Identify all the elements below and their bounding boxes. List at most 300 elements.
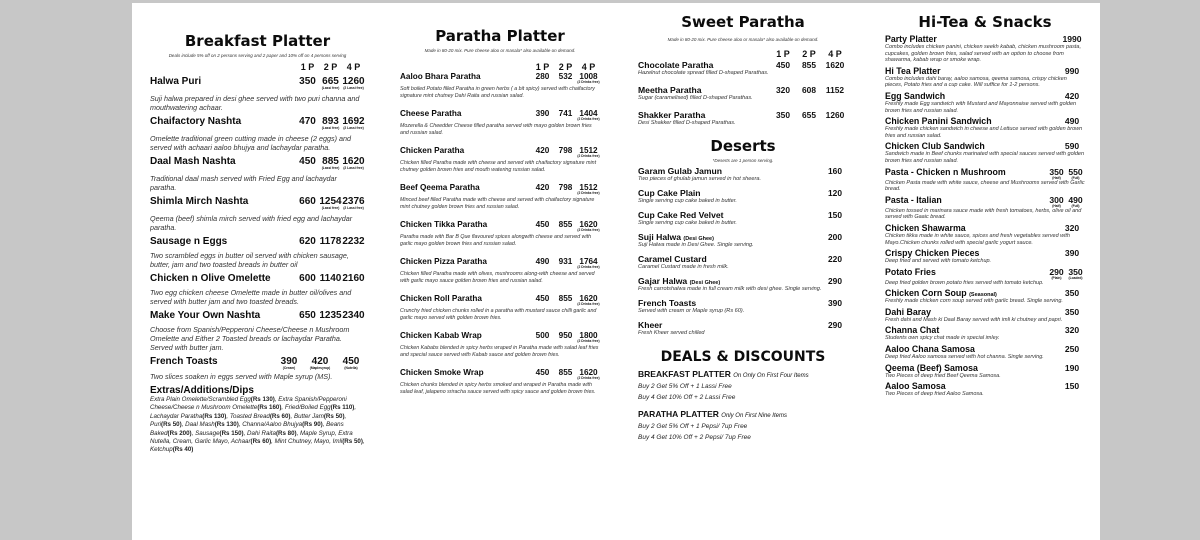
- menu-item: [638, 232, 848, 249]
- item-name: Chicken Roll Paratha: [400, 294, 482, 303]
- price-note: (Half): [1052, 203, 1061, 208]
- item-price: 290: [828, 320, 842, 330]
- paratha-title: Paratha Platter: [435, 27, 565, 45]
- price-value: 1620: [342, 156, 365, 167]
- item-tag: (Desi Ghee): [689, 280, 721, 286]
- item-desc: Deep fried Aaloo samosa served with hot channa. Single serving.: [885, 354, 1044, 361]
- item-name: Chicken Kabab Wrap: [400, 331, 482, 340]
- price-value: 320: [1064, 222, 1080, 233]
- item-row: [400, 220, 600, 232]
- extra-name: Fried/Boiled Egg: [284, 404, 331, 412]
- price-cell: [577, 294, 600, 306]
- item-name: Meetha Paratha: [638, 85, 702, 95]
- item-row: [885, 116, 1085, 126]
- price-value: 1254: [319, 196, 342, 207]
- item-name: Crispy Chicken Pieces: [885, 248, 980, 259]
- price-value: 931: [558, 257, 573, 266]
- item-row: [400, 146, 600, 158]
- price-cell: [319, 76, 342, 90]
- item-prices: [1059, 116, 1085, 126]
- price-value: 1512: [579, 183, 598, 192]
- item-row: [638, 188, 848, 198]
- item-name-wrap: [885, 141, 985, 151]
- breakfast-note: Deals include 5% off on 2 persons serving and 2 paper and 10% off on 4 persons serving: [168, 53, 347, 58]
- item-row: [400, 109, 600, 121]
- item-row: [885, 34, 1085, 44]
- price-value: 280: [535, 72, 550, 81]
- item-row: [150, 196, 365, 210]
- price-note: (2 Drinks free): [577, 191, 600, 195]
- breakfast-list: [150, 76, 365, 352]
- item-name: Garam Gulab Jamun: [638, 166, 723, 176]
- menu-item: [150, 76, 365, 112]
- extra-name: Beans Baked: [150, 421, 344, 437]
- item-name: French Toasts: [638, 298, 697, 308]
- item-name-wrap: [638, 320, 662, 330]
- item-row: [638, 298, 848, 308]
- item-prices: [531, 146, 600, 158]
- menu-item: [400, 109, 600, 137]
- item-name-wrap: [885, 381, 946, 391]
- item-row: [885, 344, 1085, 354]
- price-cell: [1066, 167, 1085, 180]
- menu-item: [400, 183, 600, 211]
- deal-name: BREAKFAST PLATTER: [638, 369, 731, 379]
- price-value: 665: [322, 76, 339, 87]
- extra-name: Puri: [150, 421, 162, 429]
- price-value: 990: [1064, 65, 1080, 76]
- item-name: Pasta - Italian: [885, 194, 942, 205]
- item-name-wrap: [885, 267, 936, 277]
- item-desc: Freshly made Egg sandwich with Mustard and Mayonnaise served with golden brown fries and russian salad.: [885, 100, 1077, 114]
- item-price: 120: [828, 188, 842, 198]
- item-row: [885, 141, 1085, 151]
- price-cell: [1059, 91, 1085, 101]
- item-desc: Sandwich made in Beef chunks marinated with special sauces served with golden brown fries and russian salad.: [885, 151, 1085, 164]
- item-name: Cup Cake Plain: [638, 188, 701, 198]
- item-name: Chicken n Olive Omelette: [150, 273, 271, 284]
- item-name: Halwa Puri: [150, 76, 202, 87]
- price-cell: [577, 368, 600, 380]
- item-desc: Two pieces of ghulab jamun served in hot sheera.: [638, 176, 762, 182]
- price-cell: [296, 196, 319, 210]
- item-name: Chicken Panini Sandwich: [885, 116, 992, 127]
- price-cell: [1066, 195, 1085, 208]
- price-value: 2232: [342, 236, 365, 247]
- item-tag: (Seasonal): [969, 292, 997, 299]
- menu-item: [638, 210, 848, 227]
- price-cell: [822, 85, 848, 95]
- price-cell: [577, 257, 600, 269]
- menu-item: [638, 85, 848, 102]
- item-name: Aaloo Bhara Paratha: [400, 72, 481, 81]
- item-name-wrap: [885, 116, 992, 126]
- deals-title: DEALS & DISCOUNTS: [660, 349, 826, 365]
- deal-condition: On Only On First Four Items: [733, 373, 809, 379]
- item-desc: Suji Halwa made in Desi Ghee. Single serving.: [638, 242, 754, 248]
- item-row: [150, 310, 365, 321]
- price-cell: [319, 116, 342, 130]
- item-name-wrap: [885, 288, 997, 298]
- price-value: 1620: [579, 294, 598, 303]
- hitea-title: Hi-Tea & Snacks: [918, 13, 1052, 31]
- item-name: Chicken Smoke Wrap: [400, 368, 484, 377]
- item-desc: Omelette traditional green cutting made in cheese (2 eggs) and served with achaari aaloo bhujya and lachaydar paratha.: [150, 134, 351, 152]
- price-note: (Loaded): [1068, 275, 1083, 280]
- price-value: 500: [535, 331, 550, 340]
- item-name: Aaloo Samosa: [885, 381, 946, 392]
- french-toasts-item: [150, 356, 365, 381]
- menu-item: [885, 344, 1085, 361]
- price-value: 741: [558, 109, 573, 118]
- price-value: 1140: [319, 273, 342, 284]
- deal-name: PARATHA PLATTER: [638, 409, 719, 419]
- item-name-wrap: [638, 232, 714, 242]
- item-row: [885, 195, 1085, 208]
- breakfast-title: Breakfast Platter: [184, 32, 331, 50]
- price-value: 350: [1068, 266, 1083, 277]
- price-cell: [1059, 288, 1085, 298]
- price-value: 420: [1064, 90, 1080, 101]
- menu-item: [885, 381, 1085, 398]
- deal-group: [638, 369, 848, 401]
- item-desc: Sugar (caramelised) filled D-shaped Parathas.: [638, 95, 753, 101]
- item-desc: Deep fried golden brown potato fries served with tomato ketchup.: [885, 279, 1044, 286]
- item-price: 220: [828, 254, 842, 264]
- menu-item: [885, 363, 1085, 380]
- price-value: 1152: [825, 85, 845, 95]
- item-name: Chicken Paratha: [400, 146, 465, 155]
- item-row: [885, 223, 1085, 233]
- price-value: 1404: [579, 109, 598, 118]
- extra-name: Extra Plain Omelette/Scrambled Egg: [150, 396, 251, 403]
- menu-item: [638, 166, 848, 183]
- deal-title: [638, 409, 848, 419]
- item-prices: [296, 273, 365, 284]
- price-cell: [554, 294, 577, 306]
- item-row: [400, 72, 600, 84]
- item-desc: Mozerella & Cheedder Cheese filled paratha served with mayo golden brown fries and russian salad.: [400, 123, 592, 136]
- price-cell: [1066, 267, 1085, 280]
- menu-item: [150, 156, 365, 192]
- price-note: (2 Lassi free): [343, 126, 364, 130]
- item-name: Make Your Own Nashta: [150, 310, 261, 321]
- paratha-headers: [400, 62, 600, 72]
- item-prices: [1059, 325, 1085, 335]
- menu-item: [885, 307, 1085, 324]
- item-desc: Fresh carrotshalwa made in full cream milk with desi ghee. Single serving.: [638, 286, 822, 292]
- price-cell: [770, 60, 796, 70]
- price-value: 2376: [342, 196, 365, 207]
- extra-price: (Rs 90): [302, 421, 323, 429]
- item-name: Gajar Halwa: [638, 276, 688, 286]
- price-value: 620: [299, 236, 316, 247]
- price-note: (Lassi free): [321, 126, 340, 130]
- item-desc: Qeema (beef) shimla mirch served with fried egg and lachaydar paratha.: [150, 214, 353, 232]
- item-prices: [770, 60, 848, 70]
- item-desc: Combo includes dahi baray, aaloo samosa, qeema samosa, crispy chicken pieces, Potato fries and a cup cake. Will suffice for 1-2 persons.: [885, 75, 1067, 89]
- item-name: French Toasts: [150, 356, 218, 367]
- price-cell: [296, 236, 319, 247]
- price-value: 1990: [1062, 34, 1082, 44]
- price-cell: [577, 183, 600, 195]
- menu-item: [400, 72, 600, 100]
- item-name: Potato Fries: [885, 266, 936, 277]
- menu-item: [885, 195, 1085, 221]
- price-value: 290: [1049, 266, 1064, 277]
- extra-name: Mint Chutney, Mayo, Imli: [274, 438, 343, 446]
- extra-price: (Rs 50): [323, 412, 345, 420]
- price-note: (2 Drinks free): [577, 302, 600, 306]
- price-note: (2 Lassi free): [343, 86, 364, 90]
- price-value: 1620: [825, 60, 845, 70]
- header-1p: 1 P: [535, 62, 550, 72]
- item-row: [150, 236, 365, 247]
- price-value: 2340: [342, 310, 365, 321]
- price-value: 950: [558, 331, 573, 340]
- header-4p: 4 P: [581, 62, 596, 72]
- menu-item: [885, 325, 1085, 342]
- item-name: Daal Mash Nashta: [150, 156, 236, 167]
- item-name-wrap: [885, 91, 945, 101]
- extra-name: Daal Mash: [185, 421, 215, 429]
- item-desc: Chicken tikka made in white sauce, spices and fresh vegetables served with Mayo.Chicken chunks rolled with special garlic yogurt sauce.: [885, 232, 1070, 246]
- item-name: Pasta - Chicken n Mushroom: [885, 166, 1006, 177]
- price-cell: [1059, 141, 1085, 151]
- price-cell: [1059, 66, 1085, 76]
- menu-item: [885, 167, 1085, 193]
- deal-line: Buy 4 Get 10% Off + 2 Lassi Free: [638, 394, 736, 401]
- menu-item: [400, 146, 600, 174]
- item-name: Caramel Custard: [638, 254, 707, 264]
- menu-item: [150, 236, 365, 269]
- item-prices: [1047, 267, 1085, 280]
- price-cell: [1047, 267, 1066, 280]
- price-value: 250: [1064, 344, 1080, 355]
- price-note: (2 Lassi free): [343, 166, 364, 170]
- price-cell: [1059, 307, 1085, 317]
- price-value: 450: [535, 220, 550, 229]
- deal-group: [638, 409, 848, 441]
- price-value: 350: [776, 110, 790, 120]
- item-row: [150, 273, 365, 284]
- price-cell: [296, 76, 319, 90]
- price-cell: [770, 110, 796, 120]
- menu-item: [638, 298, 848, 315]
- menu-item: [885, 141, 1085, 164]
- price-cell: [554, 368, 577, 380]
- item-name-wrap: [885, 195, 942, 205]
- price-note: (2 Drinks free): [577, 80, 600, 84]
- price-cell: [577, 109, 600, 121]
- item-prices: [1059, 288, 1085, 298]
- price-value: 1620: [579, 220, 598, 229]
- item-name: Chicken Club Sandwich: [885, 141, 985, 152]
- extra-price: (Rs 150): [219, 429, 244, 437]
- menu-item: [400, 257, 600, 285]
- deserts-title: Deserts: [710, 137, 776, 155]
- price-note: (2 Drinks free): [577, 376, 600, 380]
- item-desc: Two egg chicken cheese Omelette made in butter oil/olives and served with butter jam and two toasted breads.: [150, 288, 352, 306]
- menu-item: [400, 294, 600, 322]
- item-row: [400, 257, 600, 269]
- price-cell: [822, 60, 848, 70]
- header-4p: 4 P: [346, 62, 361, 72]
- item-row: [885, 288, 1085, 298]
- price-value: 1800: [579, 331, 598, 340]
- price-value: 655: [802, 110, 816, 120]
- item-prices: [531, 368, 600, 380]
- item-prices: [1059, 223, 1085, 233]
- menu-item: [885, 34, 1085, 64]
- item-prices: [1059, 363, 1085, 373]
- price-value: 350: [299, 76, 316, 87]
- deal-title: [638, 369, 848, 379]
- price-value: 450: [776, 60, 790, 70]
- price-note: (2 Drinks free): [577, 117, 600, 121]
- price-value: 855: [558, 294, 573, 303]
- item-name-wrap: [638, 276, 720, 286]
- item-row: [638, 232, 848, 242]
- paratha-column: [400, 0, 600, 537]
- price-cell: [796, 60, 822, 70]
- price-cell: [770, 85, 796, 95]
- item-desc: Traditional daal mash served with Fried Egg and lachaydar paratha.: [150, 174, 337, 192]
- item-prices: 390 (Cream) 420 (Maplesyrup) 450 (Nutella): [280, 356, 360, 370]
- header-1p: 1 P: [776, 49, 790, 59]
- item-name-wrap: [885, 66, 941, 76]
- deals-list: [638, 369, 848, 441]
- item-price: 150: [828, 210, 842, 220]
- item-prices: [1059, 307, 1085, 317]
- item-desc: Choose from Spanish/Pepperoni Cheese/Cheese n Mushroom Omelette and Either 2 Toasted breads or lachaydar Paratha. Served with butter jam.: [150, 325, 350, 352]
- price-cell: [822, 110, 848, 120]
- price-note: (Full): [1071, 203, 1080, 208]
- item-desc: Minced beef filled Paratha made with cheese and served with chaifactory signature mint chutney golden brown fries and russian salad.: [400, 197, 595, 210]
- price-cell: [342, 273, 365, 284]
- item-name: Egg Sandwich: [885, 90, 946, 101]
- item-name-wrap: [638, 166, 722, 176]
- price-value: 855: [802, 60, 816, 70]
- price-cell: [531, 294, 554, 306]
- price-cell: [1059, 223, 1085, 233]
- item-desc: Single serving cup cake baked in butter.: [638, 220, 737, 226]
- item-name-wrap: [885, 363, 978, 373]
- item-name-wrap: [885, 223, 966, 233]
- header-2p: 2 P: [802, 49, 816, 59]
- price-cell: [1059, 344, 1085, 354]
- sweet-title: Sweet Paratha: [681, 13, 805, 31]
- price-cell: [1059, 363, 1085, 373]
- price-cell: [577, 72, 600, 84]
- item-name-wrap: [885, 307, 931, 317]
- price-value: 420: [535, 183, 550, 192]
- sweet-headers: [638, 49, 848, 59]
- extra-price: (Rs 160): [257, 404, 282, 412]
- item-row: [638, 210, 848, 220]
- price-cell: [296, 310, 319, 321]
- price-cell: [1059, 381, 1085, 391]
- price-value: 885: [322, 156, 339, 167]
- extra-price: (Rs 60): [269, 412, 291, 420]
- item-name: Sausage n Eggs: [150, 236, 228, 247]
- price-value: 490: [1064, 116, 1080, 127]
- item-row: [638, 110, 848, 120]
- item-prices: [1059, 381, 1085, 391]
- item-prices: [1059, 248, 1085, 258]
- item-prices: [296, 196, 365, 210]
- item-row: [638, 276, 848, 286]
- menu-item: [400, 220, 600, 248]
- item-prices: [1059, 91, 1085, 101]
- extra-name: Ketchup: [150, 446, 173, 454]
- menu-item: [885, 66, 1085, 89]
- price-value: 550: [1068, 166, 1083, 177]
- item-prices: [531, 183, 600, 195]
- price-cell: [531, 109, 554, 121]
- price-cell: [342, 196, 365, 210]
- item-prices: [531, 72, 600, 84]
- item-desc: Students own spicy chat made in special imley.: [885, 335, 1000, 342]
- menu-item: [885, 248, 1085, 265]
- price-cell: [531, 257, 554, 269]
- item-desc: Single serving cup cake baked in butter.: [638, 198, 737, 204]
- item-desc: Desi Shakker filled D-shaped Parathas.: [638, 120, 736, 126]
- item-desc: Suji halwa prepared in desi ghee served with two puri channa and mouthwatering achaar.: [150, 94, 360, 112]
- price-cell: [554, 220, 577, 232]
- price-cell: [554, 331, 577, 343]
- price-value: 650: [299, 310, 316, 321]
- extra-name: Maple Syrup, Extra Nutella, Cream, Garlic Mayo, Achaar: [150, 429, 353, 446]
- sweet-note: Made in 80-20 mix. Pure cheese aloo or masala* also available on demand.: [667, 37, 819, 42]
- item-name: Chocolate Paratha: [638, 60, 714, 70]
- hitea-list: [885, 34, 1085, 398]
- extra-price: (Rs 200): [167, 429, 192, 437]
- deal-line: Buy 2 Get 5% Off + 1 Pepsi/ 7up Free: [638, 423, 748, 430]
- breakfast-column: [150, 0, 365, 537]
- item-desc: Soft boiled Potato filled Paratha in green herbs ( a bit spicy) served with chaifactory signature mint chutney Dahi Raita and russian salad.: [400, 86, 595, 99]
- extra-name: Lachaydar Paratha: [150, 412, 203, 420]
- price-value: 608: [802, 85, 816, 95]
- price-note: (Lassi free): [321, 166, 340, 170]
- item-row: [885, 91, 1085, 101]
- price-value: 490: [535, 257, 550, 266]
- item-row: [638, 254, 848, 264]
- price-cell: [319, 236, 342, 247]
- deserts-note: *Deserts are 1 person serving.: [712, 158, 774, 163]
- item-name-wrap: [638, 254, 707, 264]
- price-value: 1008: [579, 72, 598, 81]
- price-cell: [296, 156, 319, 170]
- item-row: [885, 167, 1085, 180]
- item-name: Hi Tea Platter: [885, 65, 941, 76]
- item-name: Party Platter: [885, 34, 937, 44]
- item-row: [885, 267, 1085, 280]
- item-desc: Chicken Pasta made with white sauce, cheese and Mushrooms served with Garlic bread.: [885, 179, 1085, 193]
- item-prices: [531, 331, 600, 343]
- price-value: 660: [299, 196, 316, 207]
- price-cell: [554, 109, 577, 121]
- item-name: Cheese Paratha: [400, 109, 462, 118]
- extra-price: (Rs 50): [342, 438, 363, 446]
- item-name-wrap: [638, 210, 724, 220]
- menu-item: [638, 110, 848, 127]
- menu-item: [400, 368, 600, 396]
- extra-price: (Rs 60): [250, 438, 272, 446]
- item-desc: Two slices soaken in eggs served with Maple syrup (MS).: [150, 372, 333, 381]
- item-desc: Chicken filled Paratha made with cheese and served with chaifactory signature mint chutney golden brown fries and mouth watering russian salad.: [400, 160, 597, 173]
- extra-price: (Rs 80): [275, 429, 297, 437]
